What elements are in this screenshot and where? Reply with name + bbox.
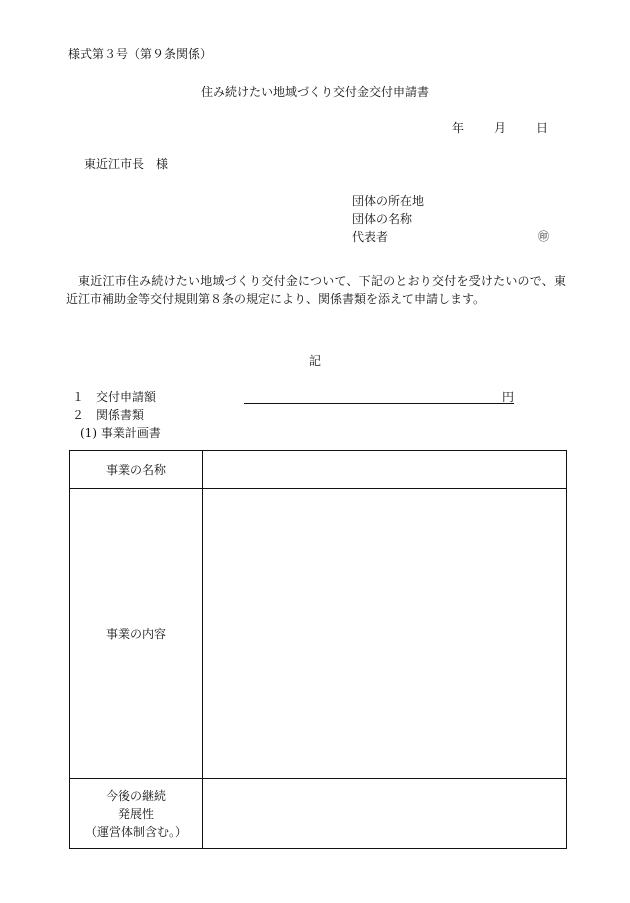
applicant-representative-label: 代表者: [352, 230, 389, 244]
ki-heading: 記: [308, 354, 321, 368]
sustainability-label-line-1: 今後の継続: [105, 788, 166, 803]
sustainability-label-line-2: 発展性: [117, 806, 154, 821]
project-content-field: [203, 489, 567, 779]
amount-unit: 円: [502, 390, 515, 404]
sustainability-field: [203, 779, 567, 849]
project-name-label: 事業の名称: [70, 451, 203, 489]
item1-label: 交付申請額: [96, 390, 157, 404]
addressee: 東近江市長 様: [84, 157, 169, 171]
item2-label: 関係書類: [96, 408, 145, 422]
applicant-address-label: 団体の所在地: [352, 194, 425, 208]
item1-number: １: [72, 390, 85, 404]
business-plan-table: [69, 450, 567, 849]
applicant-name-label: 団体の名称: [352, 212, 413, 226]
seal-mark: ㊞: [538, 230, 549, 243]
project-name-field: [203, 451, 567, 489]
amount-underline: [244, 403, 514, 404]
project-content-label: 事業の内容: [70, 489, 203, 779]
date-month-label: 月: [494, 121, 507, 135]
item2-number: ２: [72, 408, 85, 422]
sustainability-label: [70, 779, 203, 849]
table-row-sustainability: [70, 779, 567, 849]
document-title: 住み続けたい地域づくり交付金交付申請書: [200, 85, 429, 99]
business-plan-label: (1) 事業計画書: [80, 426, 161, 440]
application-body-text: 東近江市住み続けたい地域づくり交付金について、下記のとおり交付を受けたいので、東近江市補助金等交付規則第８条の規定により、関係書類を添えて申請します。: [66, 274, 566, 306]
table-row-project-name: [70, 451, 567, 489]
table-row-project-content: [70, 489, 567, 779]
date-day-label: 日: [536, 121, 549, 135]
form-number: 様式第３号（第９条関係）: [68, 47, 213, 61]
date-year-label: 年: [452, 121, 465, 135]
sustainability-label-line-3: （運営体制含む。）: [84, 824, 187, 839]
